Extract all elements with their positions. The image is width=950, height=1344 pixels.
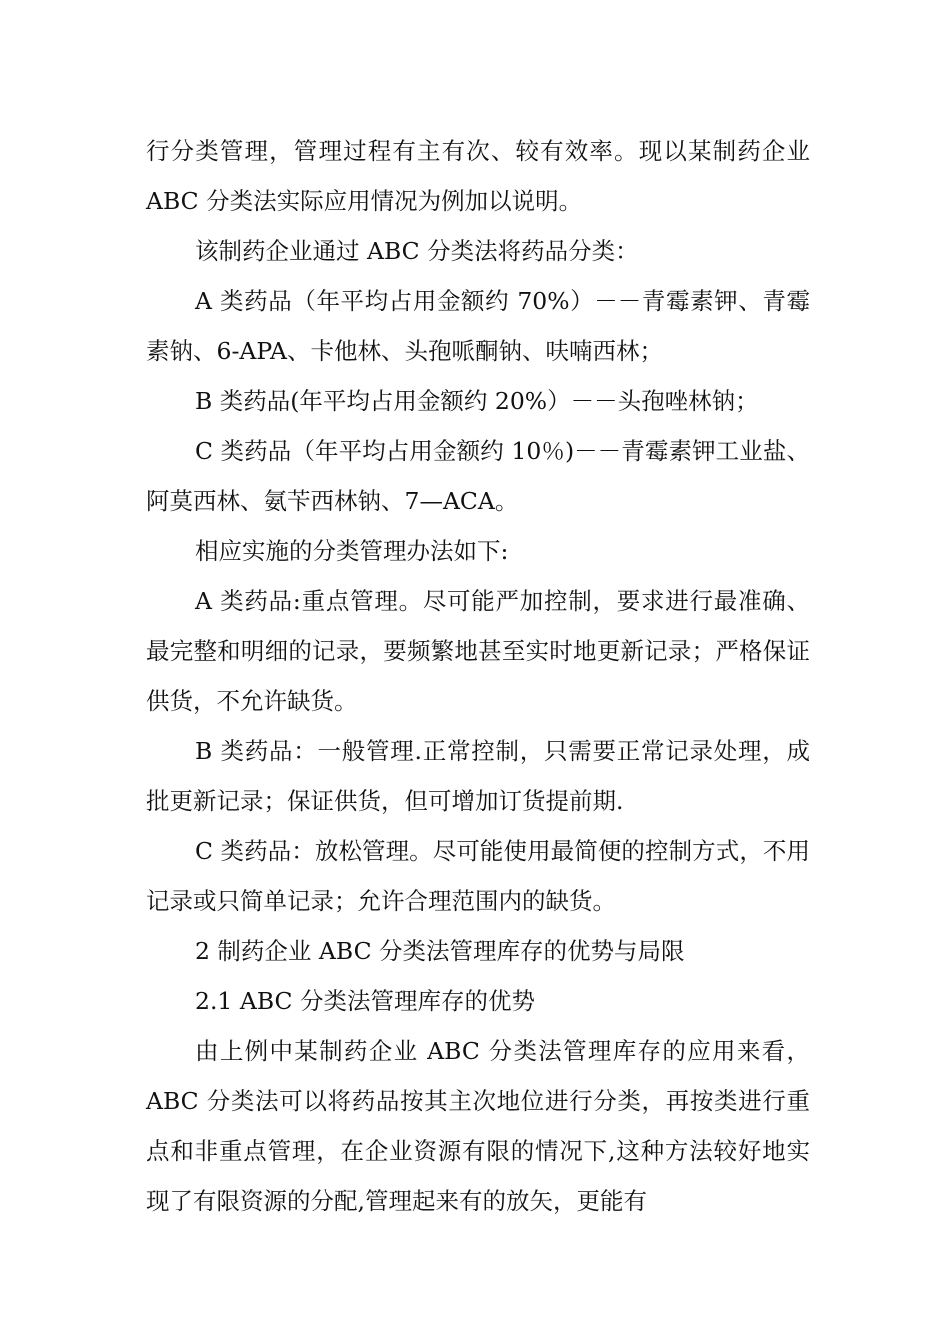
paragraph-12: 由上例中某制药企业 ABC 分类法管理库存的应用来看，ABC 分类法可以将药品按其主次地位进行分类，再按类进行重点和非重点管理，在企业资源有限的情况下,这种方法较好地实现了有限资源的分配,管理起来有的放矢，更能有	[146, 1037, 810, 1215]
paragraph-7: A 类药品:重点管理。尽可能严加控制，要求进行最准确、最完整和明细的记录，要频繁地甚至实时地更新记录；严格保证供货，不允许缺货。	[146, 587, 810, 715]
subsection-heading: 2.1 ABC 分类法管理库存的优势	[195, 987, 535, 1015]
paragraph-9: C 类药品：放松管理。尽可能使用最简便的控制方式，不用记录或只简单记录；允许合理范围内的缺货。	[146, 837, 810, 915]
body-text	[146, 126, 810, 1226]
paragraph-2: 该制药企业通过 ABC 分类法将药品分类：	[195, 237, 639, 265]
paragraph-5: C 类药品（年平均占用金额约 10％)－－青霉素钾工业盐、阿莫西林、氨苄西林钠、7—ACA。	[146, 437, 810, 515]
paragraph-3: A 类药品（年平均占用金额约 70%）－－青霉素钾、青霉素钠、6-APA、卡他林、头孢哌酮钠、呋喃西林；	[146, 287, 810, 365]
paragraph-1: 行分类管理，管理过程有主有次、较有效率。现以某制药企业 ABC 分类法实际应用情况为例加以说明。	[146, 137, 810, 215]
paragraph-6: 相应实施的分类管理办法如下:	[195, 537, 509, 565]
paragraph-4: B 类药品(年平均占用金额约 20%）－－头孢唑林钠；	[195, 387, 759, 415]
section-heading: 2 制药企业 ABC 分类法管理库存的优势与局限	[195, 937, 685, 965]
paragraph-8: B 类药品：一般管理.正常控制，只需要正常记录处理，成批更新记录；保证供货，但可增加订货提前期.	[146, 737, 810, 815]
